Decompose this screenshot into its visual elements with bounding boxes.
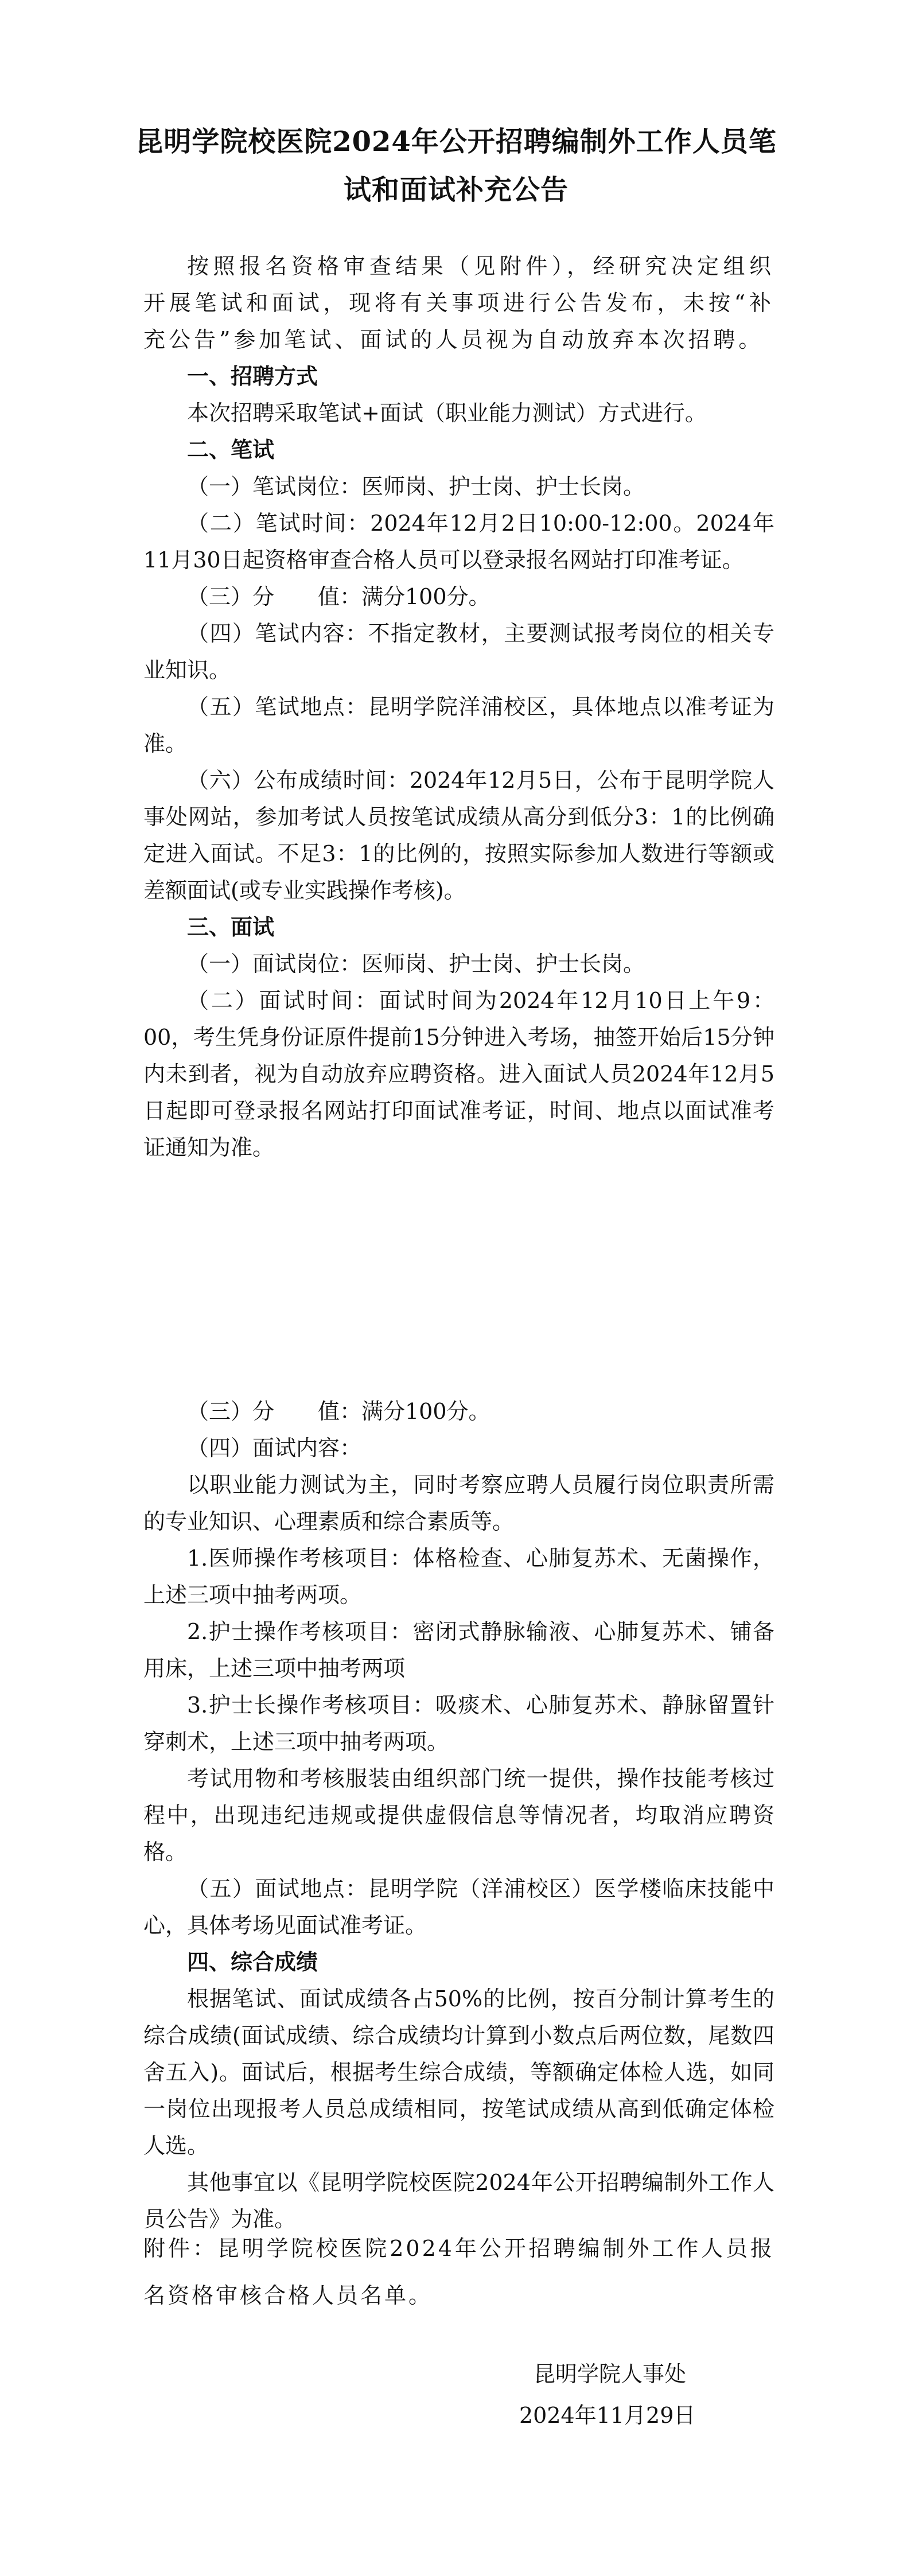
other-matters-text: 其他事宜以《昆明学院校医院2024年公开招聘编制外工作人员公告》为准。 [143, 2170, 774, 2232]
interview-location: （五）面试地点：昆明学院（洋浦校区）医学楼临床技能中心，具体考场见面试准考证。 [143, 1876, 774, 1938]
title-line-1: 昆明学院校医院2024年公开招聘编制外工作人员笔 [135, 126, 777, 158]
interview-content-text: 以职业能力测试为主，同时考察应聘人员履行岗位职责所需的专业知识、心理素质和综合素质等。 [143, 1472, 774, 1534]
composite-score-text: 根据笔试、面试成绩各占50%的比例，按百分制计算考生的综合成绩(面试成绩、综合成绩均计算到小数点后两位数，尾数四舍五入)。面试后，根据考生综合成绩，等额确定体检人选，如同一岗位出现报考人员总成绩相同，按笔试成绩从高到低确定体检人选。 [143, 1986, 774, 2158]
head-nurse-exam-items: 3.护士长操作考核项目：吸痰术、心肺复苏术、静脉留置针穿刺术，上述三项中抽考两项。 [143, 1692, 774, 1754]
section-1-text: 本次招聘采取笔试+面试（职业能力测试）方式进行。 [187, 400, 707, 426]
exam-supplies-note: 考试用物和考核服装由组织部门统一提供，操作技能考核过程中，出现违纪违规或提供虚假信息等情况者，均取消应聘资格。 [143, 1766, 774, 1865]
intro-paragraph: 按照报名资格审查结果（见附件），经研究决定组织开展笔试和面试，现将有关事项进行公告发布，未按“补充公告”参加笔试、面试的人员视为自动放弃本次招聘。 [143, 254, 774, 352]
interview-content-heading: （四）面试内容： [187, 1435, 362, 1461]
nurse-exam-items: 2.护士操作考核项目：密闭式静脉输液、心肺复苏术、铺备用床，上述三项中抽考两项 [143, 1619, 774, 1681]
doctor-exam-items: 1.医师操作考核项目：体格检查、心肺复苏术、无菌操作，上述三项中抽考两项。 [143, 1546, 774, 1608]
title-line-2: 试和面试补充公告 [343, 174, 569, 206]
attachment-note: 附件：昆明学院校医院2024年公开招聘编制外工作人员报名资格审核合格人员名单。 [143, 2236, 774, 2308]
written-test-score: （三）分 值：满分100分。 [187, 584, 490, 609]
lower-body [143, 1393, 774, 2238]
section-4-heading: 四、综合成绩 [187, 1949, 318, 1975]
signature-date: 2024年11月29日 [519, 2403, 696, 2428]
written-test-results: （六）公布成绩时间：2024年12月5日，公布于昆明学院人事处网站，参加考试人员按笔试成绩从高分到低分3：1的比例确定进入面试。不足3：1的比例的，按照实际参加人数进行等额或差额面试(或专业实践操作考核)。 [143, 768, 774, 903]
section-3-heading: 三、面试 [187, 914, 275, 940]
page-title [126, 118, 786, 214]
interview-time: （二）面试时间：面试时间为2024年12月10日上午9：00，考生凭身份证原件提前15分钟进入考场，抽签开始后15分钟内未到者，视为自动放弃应聘资格。进入面试人员2024年12月5日起即可登录报名网站打印面试准考证，时间、地点以面试准考证通知为准。 [143, 988, 774, 1160]
interview-score: （三）分 值：满分100分。 [187, 1399, 490, 1424]
section-2-heading: 二、笔试 [187, 437, 275, 462]
section-1-heading: 一、招聘方式 [187, 363, 318, 389]
interview-positions: （一）面试岗位：医师岗、护士岗、护士长岗。 [187, 951, 645, 976]
written-test-time: （二）笔试时间：2024年12月2日10:00-12:00。2024年11月30日起资格审查合格人员可以登录报名网站打印准考证。 [143, 511, 774, 573]
written-test-content: （四）笔试内容：不指定教材，主要测试报考岗位的相关专业知识。 [143, 621, 774, 683]
upper-body [143, 248, 774, 1166]
signer: 昆明学院人事处 [534, 2361, 687, 2387]
written-test-location: （五）笔试地点：昆明学院洋浦校区，具体地点以准考证为准。 [143, 694, 774, 756]
written-test-positions: （一）笔试岗位：医师岗、护士岗、护士长岗。 [187, 474, 645, 499]
